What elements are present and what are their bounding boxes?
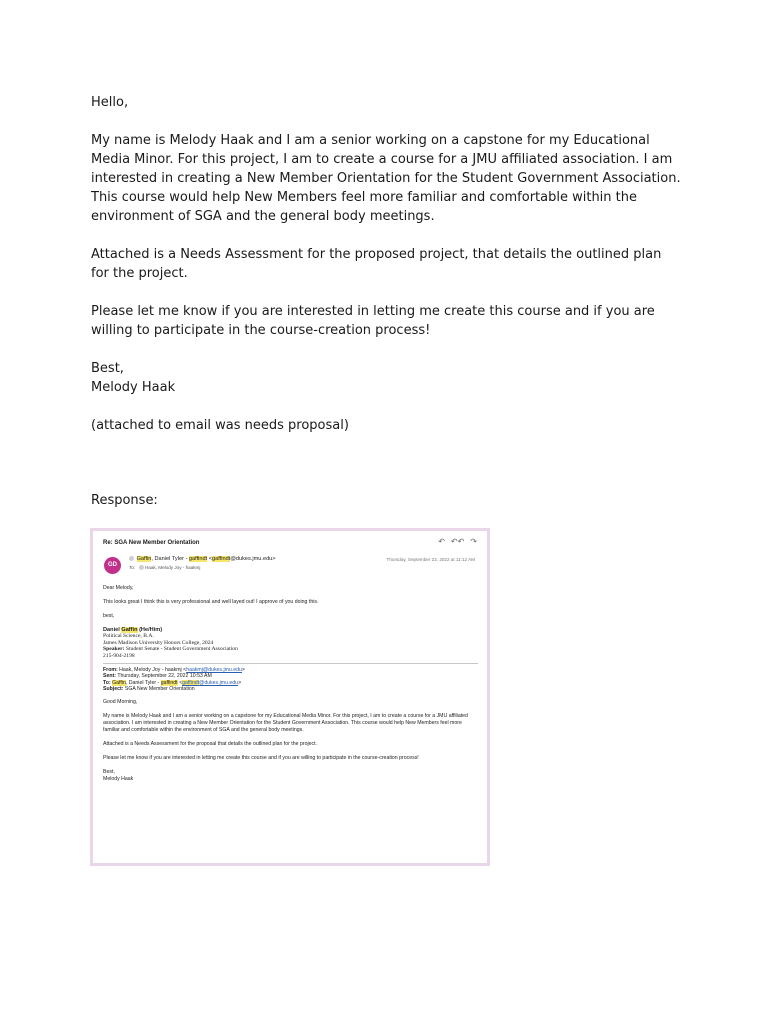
quoted-greeting: Good Morning,: [103, 699, 138, 706]
reply-icon[interactable]: ↶: [438, 537, 445, 546]
letter-closing: Best,: [91, 361, 124, 376]
letter-paragraph-2: Attached is a Needs Assessment for the proposed project, that details the outlined plan for the project.: [91, 247, 662, 281]
quoted-header: From: Haak, Melody Joy - haakmj <haakmj@dukes.jmu.edu> Sent: Thursday, September 22, 2022 10:53 AM To: Gaffin, Daniel Tyler - gaffindt <gaffindt@dukes.jmu.edu> Subject: SGA New Member Orientation: [103, 667, 245, 692]
email-from-line: Gaffin, Daniel Tyler - gaffindt <gaffindt@dukes.jmu.edu>: [129, 556, 276, 563]
letter-attachment-note: (attached to email was needs proposal): [91, 418, 349, 433]
letter-paragraph-1: My name is Melody Haak and I am a senior working on a capstone for my Educational Media Minor. For this project, I am to create a course for a JMU affiliated association. I am interested in creating a New Member Orientation for the Student Government Association. This course would help New Members feel more familiar and comfortable within the environment of SGA and the general body meetings.: [91, 133, 681, 224]
response-label: Response:: [91, 493, 158, 508]
reply-all-icon[interactable]: ↶↶: [450, 537, 465, 546]
forward-icon[interactable]: ↷: [470, 537, 477, 546]
email-subject: Re: SGA New Member Orientation: [103, 540, 200, 546]
quoted-paragraph-3: Please let me know if you are interested in letting me create this course and if you are willing to participate in the course-creation process!: [103, 755, 419, 762]
quoted-paragraph-1: My name is Melody Haak and I am a senior working on a capstone for my Educational Media Minor. For this project, I am to create a course for a JMU affiliated association. I am interested in creating a New Member Orientation for the Student Government Association. This course would help New Members feel more familiar and comfortable within the environment of SGA and the general body meetings.: [103, 713, 468, 734]
recipient-email-link-domain[interactable]: @dukes.jmu.edu: [199, 679, 239, 686]
status-dot-icon: [129, 556, 134, 561]
email-to-line: To: Haak, Melody Joy - haakmj: [129, 565, 201, 570]
email-actions: [438, 538, 477, 545]
email-signature: Daniel Gaffin (He/Him) Political Science, B.A. James Madison University Honors College, 2024 Speaker: Student Senate - Student Government Association 215-904-2198: [103, 627, 478, 659]
recipient-email-link-user[interactable]: gaffindt: [182, 679, 200, 686]
signature-name: Daniel Gaffin (He/Him): [103, 627, 163, 633]
sender-avatar: GD: [104, 557, 121, 574]
email-body: [103, 585, 478, 783]
reply-closing: best,: [103, 613, 115, 619]
quoted-divider: [103, 663, 478, 664]
letter-greeting: Hello,: [91, 95, 129, 110]
email-screenshot-content: [93, 531, 487, 863]
email-screenshot: [90, 528, 490, 866]
letter-paragraph-3: Please let me know if you are interested in letting me create this course and if you are willing to participate in the course-creation process!: [91, 304, 655, 338]
quoted-closing: Best,: [103, 769, 115, 776]
email-date: Thursday, September 22, 2022 at 11:12 AM: [386, 557, 475, 562]
sender-email-link[interactable]: haakmj@dukes.jmu.edu: [186, 667, 242, 674]
quoted-paragraph-2: Attached is a Needs Assessment for the proposal that details the outlined plan for the project.: [103, 741, 317, 748]
reply-line: This looks great I think this is very professional and well layed out! I approve of you doing this.: [103, 599, 319, 605]
reply-greeting: Dear Melody,: [103, 585, 134, 591]
letter-body: [91, 93, 681, 454]
quoted-name: Melody Haak: [103, 776, 134, 783]
letter-signature-name: Melody Haak: [91, 380, 176, 395]
status-dot-icon: [139, 565, 144, 570]
